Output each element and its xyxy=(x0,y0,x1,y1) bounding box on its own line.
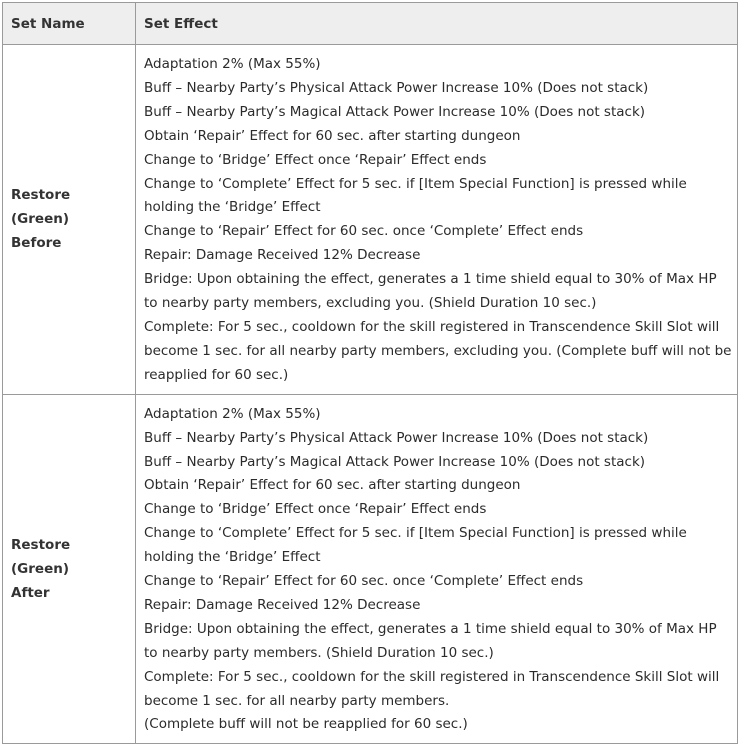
set-name-variant: After xyxy=(11,585,50,602)
effect-line: Change to ‘Repair’ Effect for 60 sec. once ‘Complete’ Effect ends xyxy=(144,573,584,590)
table-row xyxy=(3,394,738,744)
column-header-set-name: Set Name xyxy=(3,3,136,45)
effect-line: Buff – Nearby Party’s Magical Attack Power Increase 10% (Does not stack) xyxy=(144,103,646,120)
effect-line: Buff – Nearby Party’s Physical Attack Power Increase 10% (Does not stack) xyxy=(144,79,649,96)
set-name-line: Restore (Green) xyxy=(11,187,71,228)
effect-line: Complete: For 5 sec., cooldown for the skill registered in Transcendence Skill Slot will become 1 sec. for all nearby party members. xyxy=(144,668,720,709)
effect-line: Obtain ‘Repair’ Effect for 60 sec. after starting dungeon xyxy=(144,477,521,494)
effect-line: Adaptation 2% (Max 55%) xyxy=(144,405,321,422)
set-name-cell xyxy=(3,45,136,395)
effect-line: Change to ‘Repair’ Effect for 60 sec. once ‘Complete’ Effect ends xyxy=(144,223,584,240)
effect-line: Adaptation 2% (Max 55%) xyxy=(144,56,321,72)
effect-line: Change to ‘Complete’ Effect for 5 sec. if [Item Special Function] is pressed while holding the ‘Bridge’ Effect xyxy=(144,175,687,216)
set-effect-cell xyxy=(136,394,738,744)
effect-line: Buff – Nearby Party’s Magical Attack Power Increase 10% (Does not stack) xyxy=(144,453,646,470)
set-name-line: Restore (Green) xyxy=(11,537,71,578)
effect-line: Repair: Damage Received 12% Decrease xyxy=(144,247,421,264)
effect-line: Obtain ‘Repair’ Effect for 60 sec. after starting dungeon xyxy=(144,127,521,144)
effect-line: (Complete buff will not be reapplied for 60 sec.) xyxy=(144,716,468,733)
effect-line: Complete: For 5 sec., cooldown for the skill registered in Transcendence Skill Slot will become 1 sec. for all nearby party members, excluding you. (Complete buff will not be reapplied for 60 sec.) xyxy=(144,318,732,383)
table-header-row xyxy=(3,3,738,45)
effect-line: Change to ‘Complete’ Effect for 5 sec. if [Item Special Function] is pressed while holding the ‘Bridge’ Effect xyxy=(144,525,687,566)
effect-line: Change to ‘Bridge’ Effect once ‘Repair’ Effect ends xyxy=(144,501,487,518)
table-row xyxy=(3,45,738,395)
effect-line: Buff – Nearby Party’s Physical Attack Power Increase 10% (Does not stack) xyxy=(144,429,649,446)
effect-line: Change to ‘Bridge’ Effect once ‘Repair’ Effect ends xyxy=(144,151,487,168)
column-header-set-effect: Set Effect xyxy=(136,3,738,45)
set-name-variant: Before xyxy=(11,235,62,252)
effect-line: Bridge: Upon obtaining the effect, generates a 1 time shield equal to 30% of Max HP to nearby party members. (Shield Duration 10 sec.) xyxy=(144,620,717,661)
set-effect-cell xyxy=(136,45,738,395)
effect-line: Repair: Damage Received 12% Decrease xyxy=(144,596,421,613)
set-name-cell xyxy=(3,394,136,744)
effect-line: Bridge: Upon obtaining the effect, generates a 1 time shield equal to 30% of Max HP to nearby party members, excluding you. (Shield Duration 10 sec.) xyxy=(144,271,717,312)
set-effect-table xyxy=(2,2,738,744)
